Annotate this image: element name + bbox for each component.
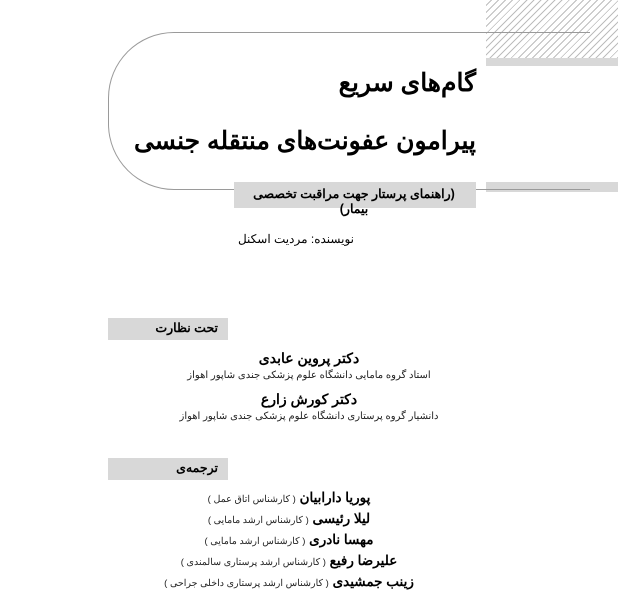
translator-4-line <box>89 550 489 573</box>
title-line-1: گام‌های سریع <box>338 69 476 97</box>
translator-1-role: ( کارشناس اتاق عمل ) <box>207 494 296 505</box>
translator-2-line <box>89 508 489 531</box>
translator-5-role: ( کارشناس ارشد پرستاری داخلی جراحی ) <box>164 578 329 589</box>
supervisor-1-role: استاد گروه مامایی دانشگاه علوم پزشکی جندی شاپور اهواز <box>187 370 431 381</box>
translator-4-role: ( کارشناس ارشد پرستاری سالمندی ) <box>180 557 326 568</box>
translator-2-name: لیلا رئیسی <box>312 511 371 526</box>
supervisor-2 <box>129 389 489 425</box>
supervisor-1 <box>129 348 489 384</box>
section-bar-supervision <box>108 318 228 340</box>
translator-2 <box>89 508 489 531</box>
translator-2-role: ( کارشناس ارشد مامایی ) <box>207 515 309 526</box>
translator-1 <box>89 487 489 510</box>
translator-4-name: علیرضا رفیع <box>329 553 398 568</box>
cover-title <box>116 62 476 162</box>
translator-3-role: ( کارشناس ارشد مامایی ) <box>204 536 306 547</box>
author-line: نویسنده: مردیت اسکنل <box>237 232 355 246</box>
translator-5-name: زینب جمشیدی <box>332 574 414 589</box>
supervisor-1-name: دکتر پروین عابدی <box>258 350 360 366</box>
translator-1-name: پوریا دارابیان <box>299 490 371 505</box>
translator-3-line <box>89 529 489 552</box>
section-heading-supervision: تحت نظارت <box>155 321 218 335</box>
translator-3 <box>89 529 489 552</box>
translator-5 <box>89 571 489 594</box>
section-heading-translation: ترجمه‌ی <box>176 461 218 475</box>
supervisor-2-role: دانشیار گروه پرستاری دانشگاه علوم پزشکی جندی شاپور اهواز <box>179 411 439 422</box>
translator-5-line <box>89 571 489 594</box>
title-line-2: پیرامون عفونت‌های منتقله جنسی <box>133 127 476 155</box>
translator-1-line <box>89 487 489 510</box>
translator-4 <box>89 550 489 573</box>
translator-3-name: مهسا نادری <box>309 532 374 547</box>
band-white-2 <box>486 192 618 600</box>
subtitle-text: (راهنمای پرستار جهت مراقبت تخصصی بیمار) <box>253 187 455 216</box>
section-bar-translation <box>108 458 228 480</box>
supervisor-2-name: دکتر کورش زارع <box>260 391 358 407</box>
